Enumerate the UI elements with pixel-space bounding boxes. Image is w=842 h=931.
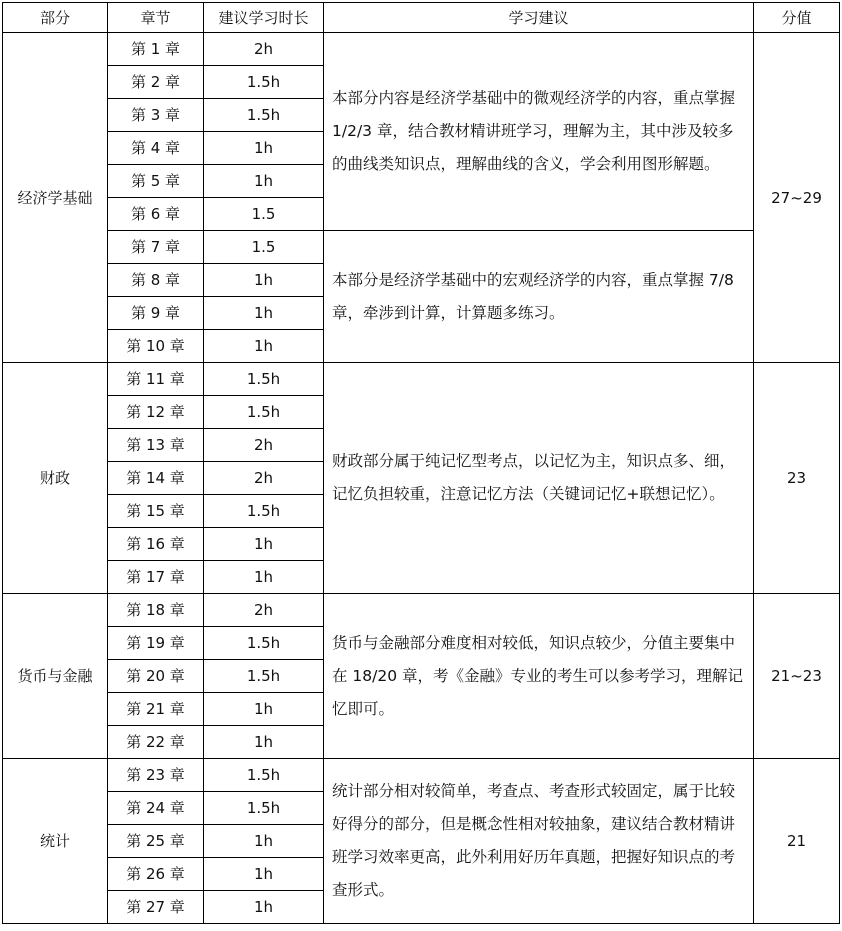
header-advice: 学习建议 bbox=[324, 3, 754, 33]
chapter-cell: 第 24 章 bbox=[108, 792, 204, 825]
chapter-cell: 第 25 章 bbox=[108, 825, 204, 858]
hours-cell: 1h bbox=[204, 693, 324, 726]
score-cell: 27~29 bbox=[754, 33, 840, 363]
study-plan-table bbox=[2, 2, 840, 924]
table-body bbox=[3, 33, 840, 924]
chapter-cell: 第 1 章 bbox=[108, 33, 204, 66]
hours-cell: 1.5h bbox=[204, 627, 324, 660]
hours-cell: 1h bbox=[204, 297, 324, 330]
section-name: 货币与金融 bbox=[3, 594, 108, 759]
chapter-cell: 第 10 章 bbox=[108, 330, 204, 363]
chapter-cell: 第 14 章 bbox=[108, 462, 204, 495]
section-name: 财政 bbox=[3, 363, 108, 594]
hours-cell: 2h bbox=[204, 594, 324, 627]
hours-cell: 1.5h bbox=[204, 363, 324, 396]
chapter-cell: 第 26 章 bbox=[108, 858, 204, 891]
chapter-cell: 第 2 章 bbox=[108, 66, 204, 99]
table-row bbox=[3, 594, 840, 627]
table-row bbox=[3, 759, 840, 792]
header-score: 分值 bbox=[754, 3, 840, 33]
header-row bbox=[3, 3, 840, 33]
score-cell: 23 bbox=[754, 363, 840, 594]
advice-cell: 财政部分属于纯记忆型考点，以记忆为主，知识点多、细，记忆负担较重，注意记忆方法（关键词记忆+联想记忆）。 bbox=[324, 363, 754, 594]
hours-cell: 1h bbox=[204, 132, 324, 165]
hours-cell: 1.5 bbox=[204, 231, 324, 264]
hours-cell: 1.5h bbox=[204, 66, 324, 99]
hours-cell: 1.5h bbox=[204, 99, 324, 132]
chapter-cell: 第 3 章 bbox=[108, 99, 204, 132]
header-chapter: 章节 bbox=[108, 3, 204, 33]
chapter-cell: 第 4 章 bbox=[108, 132, 204, 165]
chapter-cell: 第 13 章 bbox=[108, 429, 204, 462]
chapter-cell: 第 7 章 bbox=[108, 231, 204, 264]
chapter-cell: 第 19 章 bbox=[108, 627, 204, 660]
hours-cell: 1h bbox=[204, 858, 324, 891]
header-section: 部分 bbox=[3, 3, 108, 33]
header-hours: 建议学习时长 bbox=[204, 3, 324, 33]
table-row bbox=[3, 363, 840, 396]
chapter-cell: 第 12 章 bbox=[108, 396, 204, 429]
chapter-cell: 第 20 章 bbox=[108, 660, 204, 693]
hours-cell: 1.5h bbox=[204, 792, 324, 825]
hours-cell: 1h bbox=[204, 264, 324, 297]
chapter-cell: 第 9 章 bbox=[108, 297, 204, 330]
advice-cell: 本部分内容是经济学基础中的微观经济学的内容，重点掌握 1/2/3 章，结合教材精讲班学习，理解为主，其中涉及较多的曲线类知识点，理解曲线的含义，学会利用图形解题。 bbox=[324, 33, 754, 231]
hours-cell: 2h bbox=[204, 462, 324, 495]
chapter-cell: 第 21 章 bbox=[108, 693, 204, 726]
hours-cell: 1h bbox=[204, 330, 324, 363]
section-name: 统计 bbox=[3, 759, 108, 924]
score-cell: 21~23 bbox=[754, 594, 840, 759]
hours-cell: 1.5h bbox=[204, 495, 324, 528]
chapter-cell: 第 8 章 bbox=[108, 264, 204, 297]
advice-cell: 本部分是经济学基础中的宏观经济学的内容，重点掌握 7/8 章，牵涉到计算，计算题多练习。 bbox=[324, 231, 754, 363]
chapter-cell: 第 23 章 bbox=[108, 759, 204, 792]
score-cell: 21 bbox=[754, 759, 840, 924]
hours-cell: 2h bbox=[204, 33, 324, 66]
section-name: 经济学基础 bbox=[3, 33, 108, 363]
chapter-cell: 第 16 章 bbox=[108, 528, 204, 561]
chapter-cell: 第 27 章 bbox=[108, 891, 204, 924]
hours-cell: 1h bbox=[204, 528, 324, 561]
table-row bbox=[3, 231, 840, 264]
hours-cell: 1.5h bbox=[204, 396, 324, 429]
chapter-cell: 第 6 章 bbox=[108, 198, 204, 231]
hours-cell: 1.5h bbox=[204, 759, 324, 792]
hours-cell: 1h bbox=[204, 165, 324, 198]
hours-cell: 2h bbox=[204, 429, 324, 462]
hours-cell: 1h bbox=[204, 561, 324, 594]
chapter-cell: 第 11 章 bbox=[108, 363, 204, 396]
chapter-cell: 第 22 章 bbox=[108, 726, 204, 759]
advice-cell: 货币与金融部分难度相对较低，知识点较少，分值主要集中在 18/20 章，考《金融》专业的考生可以参考学习，理解记忆即可。 bbox=[324, 594, 754, 759]
hours-cell: 1.5h bbox=[204, 660, 324, 693]
chapter-cell: 第 15 章 bbox=[108, 495, 204, 528]
hours-cell: 1.5 bbox=[204, 198, 324, 231]
table-row bbox=[3, 33, 840, 66]
advice-cell: 统计部分相对较简单，考查点、考查形式较固定，属于比较好得分的部分，但是概念性相对较抽象，建议结合教材精讲班学习效率更高，此外利用好历年真题，把握好知识点的考查形式。 bbox=[324, 759, 754, 924]
hours-cell: 1h bbox=[204, 891, 324, 924]
chapter-cell: 第 17 章 bbox=[108, 561, 204, 594]
hours-cell: 1h bbox=[204, 726, 324, 759]
chapter-cell: 第 18 章 bbox=[108, 594, 204, 627]
chapter-cell: 第 5 章 bbox=[108, 165, 204, 198]
hours-cell: 1h bbox=[204, 825, 324, 858]
